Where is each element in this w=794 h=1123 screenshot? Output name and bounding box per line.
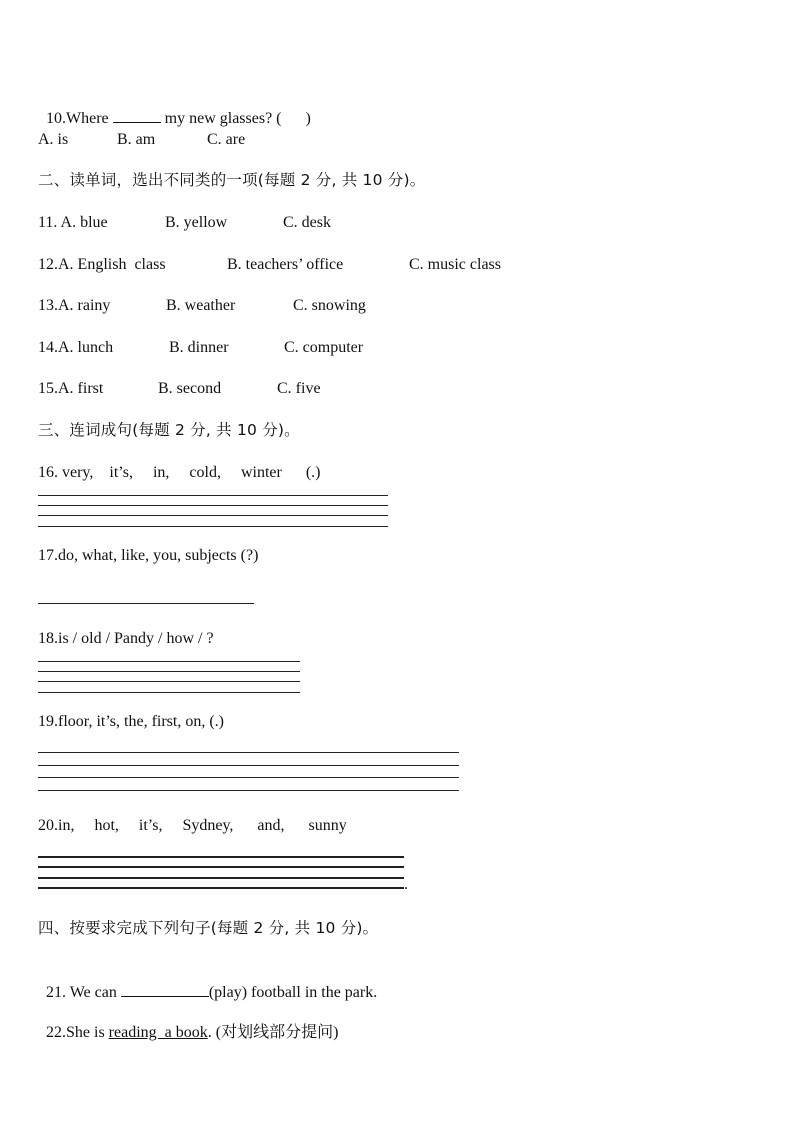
q12-option-a: 12.A. English class [38, 256, 166, 273]
q22-prefix: 22.She is [46, 1024, 109, 1041]
section-4-heading: 四、按要求完成下列句子(每题 2 分, 共 10 分)。 [38, 919, 379, 937]
question-13 [38, 296, 638, 316]
q16-answer-line-3[interactable] [38, 515, 388, 516]
q17-answer-line[interactable] [38, 603, 254, 604]
q20-answer-line-2[interactable] [38, 866, 404, 868]
q11-option-b: B. yellow [165, 214, 228, 231]
q20-answer-line-4[interactable] [38, 887, 404, 889]
q14-option-c: C. computer [284, 339, 364, 356]
question-11 [38, 213, 638, 233]
q19-answer-line-4[interactable] [38, 790, 459, 791]
q21-suffix: (play) football in the park. [208, 984, 378, 1001]
q10-option-b: B. am [117, 131, 156, 148]
q12-option-c: C. music class [409, 256, 501, 273]
q10-answer-blank[interactable] [113, 108, 161, 123]
q18-answer-line-1[interactable] [38, 661, 300, 662]
q18-answer-line-4[interactable] [38, 692, 300, 693]
q16-answer-line-1[interactable] [38, 495, 388, 496]
question-18: 18.is / old / Pandy / how / ? [38, 630, 214, 647]
q21-answer-blank[interactable] [121, 982, 209, 997]
question-14 [38, 338, 638, 358]
question-10 [38, 88, 311, 129]
question-15 [38, 379, 638, 399]
q19-answer-line-1[interactable] [38, 752, 459, 753]
q13-option-c: C. snowing [293, 297, 366, 314]
q20-answer-line-1[interactable] [38, 856, 404, 858]
q12-option-b: B. teachers’ office [227, 256, 344, 273]
q15-option-b: B. second [158, 380, 222, 397]
q22-underlined-phrase: reading a book [108, 1024, 208, 1041]
q10-option-a: A. is [38, 131, 69, 148]
section-2-heading: 二、读单词，选出不同类的一项(每题 2 分, 共 10 分)。 [38, 171, 426, 189]
section-3-heading: 三、连词成句(每题 2 分, 共 10 分)。 [38, 421, 300, 439]
question-19: 19.floor, it’s, the, first, on, (.) [38, 713, 224, 730]
q19-answer-line-2[interactable] [38, 765, 459, 766]
q10-prefix: 10.Where [46, 110, 113, 127]
q20-end-period: . [404, 876, 408, 893]
q14-option-b: B. dinner [169, 339, 229, 356]
q11-option-a: 11. A. blue [38, 214, 108, 231]
question-20: 20.in, hot, it’s, Sydney, and, sunny [38, 817, 347, 834]
q22-suffix: . (对划线部分提问) [207, 1024, 339, 1041]
q20-answer-line-3[interactable] [38, 877, 404, 879]
q10-options [38, 130, 438, 150]
q18-answer-line-3[interactable] [38, 681, 300, 682]
q11-option-c: C. desk [283, 214, 331, 231]
q10-option-c: C. are [207, 131, 246, 148]
question-12 [38, 255, 638, 275]
q19-answer-line-3[interactable] [38, 777, 459, 778]
q10-suffix: my new glasses? ( ) [160, 110, 311, 127]
q16-answer-line-4[interactable] [38, 526, 388, 527]
question-22 [38, 1003, 338, 1043]
q14-option-a: 14.A. lunch [38, 339, 114, 356]
q13-option-a: 13.A. rainy [38, 297, 111, 314]
q15-option-c: C. five [277, 380, 321, 397]
q15-option-a: 15.A. first [38, 380, 104, 397]
question-17: 17.do, what, like, you, subjects (?) [38, 547, 259, 564]
q16-answer-line-2[interactable] [38, 505, 388, 506]
q21-prefix: 21. We can [46, 984, 121, 1001]
q13-option-b: B. weather [166, 297, 236, 314]
q18-answer-line-2[interactable] [38, 671, 300, 672]
question-16: 16. very, it’s, in, cold, winter (.) [38, 464, 321, 481]
question-21 [38, 962, 377, 1003]
